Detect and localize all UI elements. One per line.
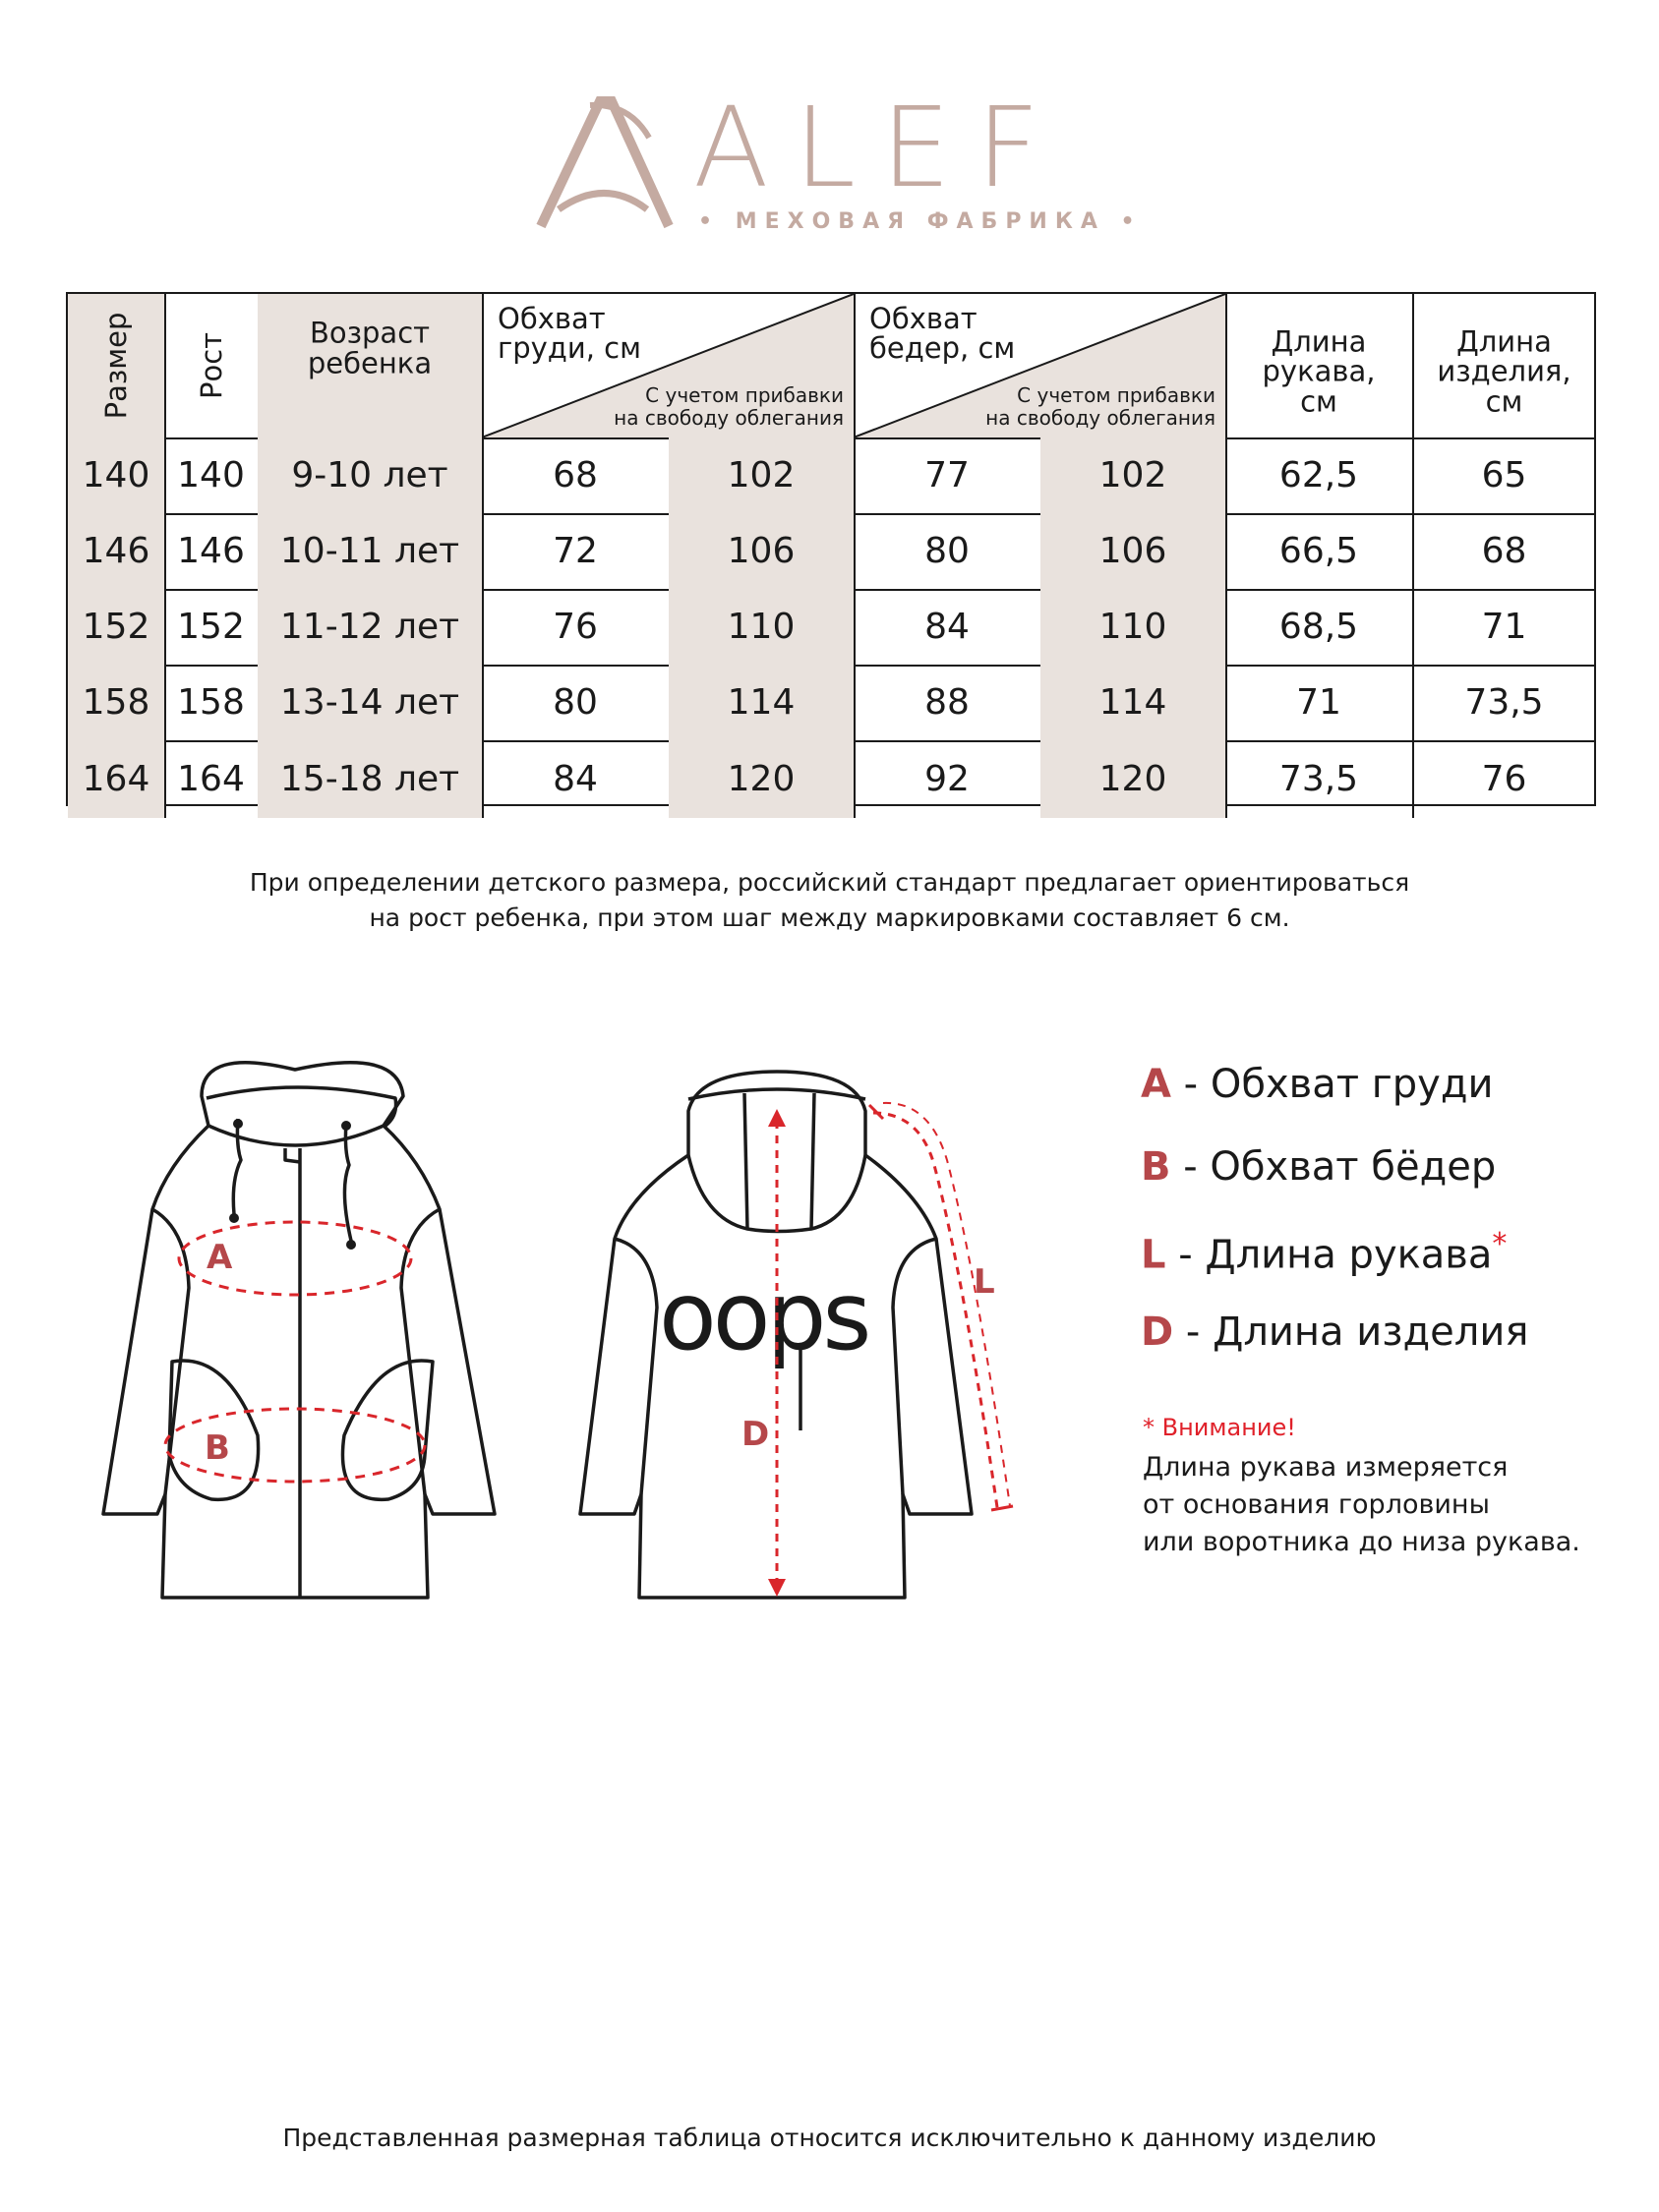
table-cell: 76: [482, 589, 671, 667]
header-age-label: Возраст ребенка: [307, 317, 433, 380]
front-drawstring-end: [346, 1240, 356, 1250]
table-cell: 158: [164, 665, 260, 742]
front-drawstring-eyelet: [233, 1119, 243, 1129]
table-cell: 11-12 лет: [258, 589, 484, 667]
table-cell: 102: [1040, 437, 1227, 515]
table-cell: 140: [164, 437, 260, 515]
header-sleeve-label: Длина рукава, см: [1262, 324, 1376, 419]
legend-item-length: D - Длина изделия: [1141, 1310, 1529, 1355]
table-cell: 110: [669, 589, 856, 667]
table-cell: 106: [669, 513, 856, 591]
front-view-drawing: [103, 1063, 495, 1598]
table-cell: 164: [164, 740, 260, 818]
table-cell: 164: [68, 740, 166, 818]
table-cell: 76: [1481, 759, 1527, 799]
table-cell: 152: [164, 589, 260, 667]
header-hips-allowance: С учетом прибавки на свободу облегания: [985, 383, 1215, 430]
table-cell: 68: [1412, 513, 1596, 591]
table-cell: 72: [482, 513, 671, 591]
table-cell: 84: [854, 589, 1042, 667]
legend-item-hips: B - Обхват бёдер: [1141, 1144, 1497, 1190]
table-cell: 71: [1412, 589, 1596, 667]
table-cell: 120: [669, 740, 856, 818]
table-cell: 152: [68, 589, 166, 667]
hips-label: B: [205, 1428, 230, 1468]
front-drawstring-eyelet: [341, 1121, 351, 1131]
table-cell: 9-10 лет: [258, 437, 484, 515]
table-cell: 114: [1040, 665, 1227, 742]
legend-item-sleeve: L - Длина рукава*: [1141, 1227, 1508, 1278]
sleeve-measure-cap: [991, 1506, 1013, 1510]
logo-subtitle: • МЕХОВАЯ ФАБРИКА •: [698, 209, 1143, 234]
table-cell: 13-14 лет: [258, 665, 484, 742]
table-cell: 120: [1040, 740, 1227, 818]
table-cell: 71: [1225, 665, 1414, 742]
header-length-label: Длина изделия, см: [1437, 324, 1571, 419]
table-cell: 68,5: [1225, 589, 1414, 667]
table-cell: 92: [854, 740, 1042, 818]
size-note-line: При определении детского размера, российский стандарт предлагает ориентироваться: [249, 868, 1410, 897]
size-note-line: на рост ребенка, при этом шаг между маркировками составляет 6 см.: [369, 903, 1290, 933]
header-chest-label: Обхват груди, см: [498, 302, 641, 366]
table-cell: 66,5: [1225, 513, 1414, 591]
back-print-text: oops: [659, 1261, 868, 1371]
table-cell: 102: [669, 437, 856, 515]
length-label: D: [741, 1415, 770, 1454]
table-cell: 114: [669, 665, 856, 742]
table-cell: 80: [482, 665, 671, 742]
legend-item-chest: A - Обхват груди: [1141, 1062, 1494, 1107]
table-cell: 80: [854, 513, 1042, 591]
table-cell: 62,5: [1225, 437, 1414, 515]
table-cell: 146: [68, 513, 166, 591]
logo-wordmark: ALEF: [693, 85, 1066, 212]
front-drawstring-end: [229, 1213, 239, 1223]
table-cell: 88: [854, 665, 1042, 742]
footer-note: Представленная размерная таблица относится исключительно к данному изделию: [282, 2124, 1377, 2152]
sleeve-explanation: Длина рукава измеряется от основания горловины или воротника до низа рукава.: [1143, 1452, 1580, 1557]
table-cell: 158: [68, 665, 166, 742]
table-cell: 106: [1040, 513, 1227, 591]
header-hips-label: Обхват бедер, см: [869, 302, 1016, 366]
table-cell: 84: [482, 740, 671, 818]
table-cell: 110: [1040, 589, 1227, 667]
header-chest-allowance: С учетом прибавки на свободу облегания: [614, 383, 844, 430]
chest-label: A: [207, 1238, 233, 1277]
sleeve-label: L: [974, 1262, 995, 1302]
table-cell: 15-18 лет: [258, 740, 484, 818]
header-height-label: Рост: [194, 331, 228, 400]
table-cell: 68: [482, 437, 671, 515]
header-size-label: Размер: [99, 312, 133, 420]
table-cell: 73,5: [1225, 740, 1414, 818]
table-cell: 65: [1412, 437, 1596, 515]
table-cell: 77: [854, 437, 1042, 515]
table-cell: 146: [164, 513, 260, 591]
attention-label: * Внимание!: [1143, 1414, 1296, 1441]
table-cell: 10-11 лет: [258, 513, 484, 591]
table-cell: 73,5: [1412, 665, 1596, 742]
table-cell: 140: [68, 437, 166, 515]
